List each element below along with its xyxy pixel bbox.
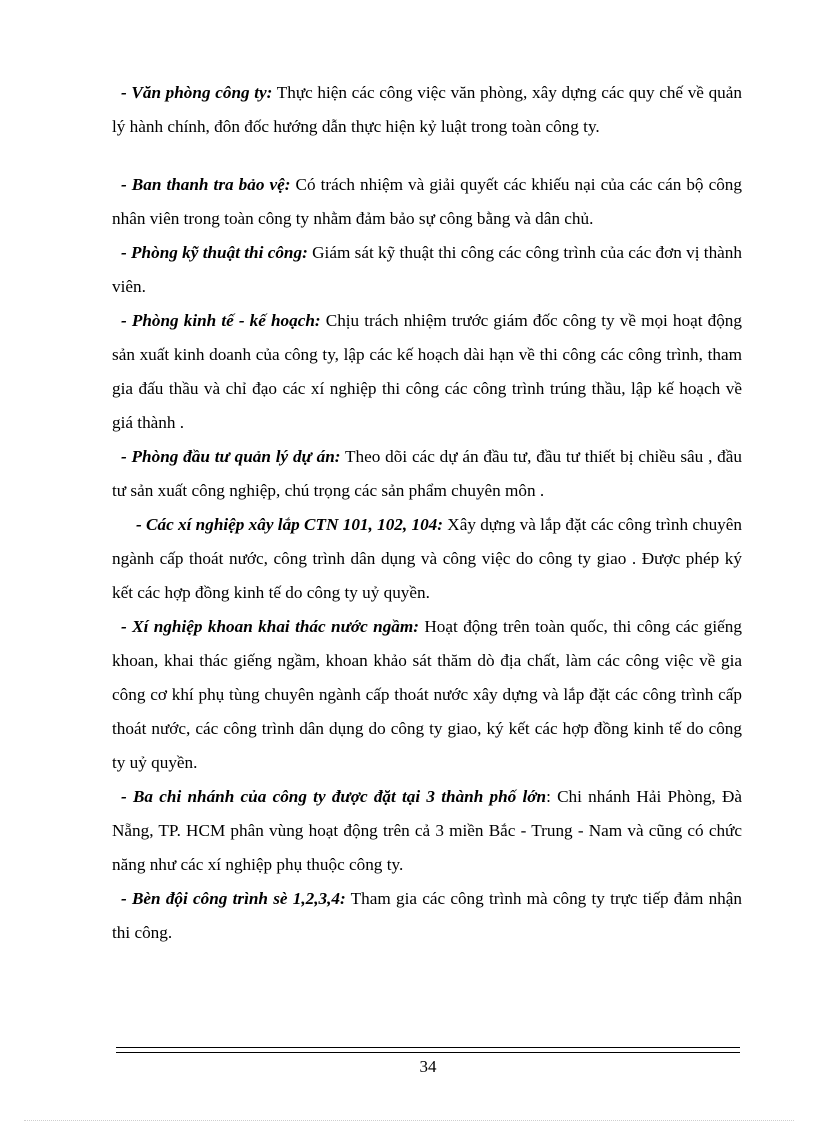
paragraph-phong-ky-thuat <box>112 236 742 304</box>
paragraph-text: Xây dựng và lắp đặt các công trình chuyên ngành cấp thoát nước, công trình dân dụng và công việc do công ty giao . Được phép ký kết các hợp đồng kinh tế do công ty uỷ quyền. <box>112 515 742 602</box>
paragraph-text: Tham gia các công trình mà công ty trực tiếp đảm nhận thi công. <box>112 889 742 942</box>
paragraph-phong-kinh-te <box>112 304 742 440</box>
footer-rule-top <box>116 1047 740 1048</box>
paragraph-text: Hoạt động trên toàn quốc, thi công các giếng khoan, khai thác giếng ngầm, khoan khảo sát thăm dò địa chất, làm các công việc về gia công cơ khí phụ tùng chuyên ngành cấp thoát nước xây dựng và lắp đặt các công trình cấp thoát nước, các công trình dân dụng do công ty giao, ký kết các hợp đồng kinh tế do công ty uỷ quyền. <box>112 617 742 772</box>
paragraph-lead: - Ba chi nhánh của công ty được đặt tại 3 thành phố lớn <box>121 787 547 806</box>
paragraph-text: Theo dõi các dự án đầu tư, đầu tư thiết bị chiều sâu , đầu tư sản xuất công nghiệp, chú trọng các sản phẩm chuyên môn . <box>112 447 742 500</box>
paragraph-lead: - Các xí nghiệp xây lắp CTN 101, 102, 104: <box>136 515 443 534</box>
paragraph-text: Thực hiện các công việc văn phòng, xây dựng các quy chế về quản lý hành chính, đôn đốc hướng dẫn thực hiện kỷ luật trong toàn công ty. <box>112 83 742 136</box>
page-number: 34 <box>419 1057 437 1076</box>
paragraph-lead: - Phòng kỹ thuật thi công: <box>121 243 308 262</box>
paragraph-text: Giám sát kỹ thuật thi công các công trình của các đơn vị thành viên. <box>112 243 742 296</box>
paragraph-chi-nhanh <box>112 780 742 882</box>
paragraph-ban-thanh-tra <box>112 168 742 236</box>
paragraph-lead: - Ban thanh tra bảo vệ: <box>121 175 291 194</box>
paragraph-xi-nghiep-khoan <box>112 610 742 780</box>
paragraph-phong-dau-tu <box>112 440 742 508</box>
paragraph-doi-cong-trinh <box>112 882 742 950</box>
paragraph-lead: - Xí nghiệp khoan khai thác nước ngầm: <box>121 617 419 636</box>
paragraph-van-phong <box>112 76 742 144</box>
paragraph-lead: - Văn phòng công ty: <box>121 83 273 102</box>
page-body <box>112 76 742 950</box>
footer-rule-bottom <box>116 1052 740 1053</box>
paragraph-text: Chịu trách nhiệm trước giám đốc công ty về mọi hoạt động sản xuất kinh doanh của công ty, lập các kế hoạch dài hạn về thi công các công trình, tham gia đấu thầu và chỉ đạo các xí nghiệp thi công các công trình trúng thầu, lập kế hoạch về giá thành . <box>112 311 742 432</box>
paragraph-lead: - Bèn đội công trình sè 1,2,3,4: <box>121 889 346 908</box>
paragraph-text: Có trách nhiệm và giải quyết các khiếu nại của các cán bộ công nhân viên trong toàn công ty nhằm đảm bảo sự công bằng và dân chủ. <box>112 175 742 228</box>
page-edge-divider <box>24 1120 794 1121</box>
paragraph-xi-nghiep-xay-lap <box>112 508 742 610</box>
paragraph-lead: - Phòng kinh tế - kế hoạch: <box>121 311 321 330</box>
paragraph-text: : Chi nhánh Hải Phòng, Đà Nẵng, TP. HCM phân vùng hoạt động trên cả 3 miền Bắc - Trung - Nam và cũng có chức năng như các xí nghiệp phụ thuộc công ty. <box>112 787 742 874</box>
paragraph-lead: - Phòng đầu tư quản lý dự án: <box>121 447 341 466</box>
